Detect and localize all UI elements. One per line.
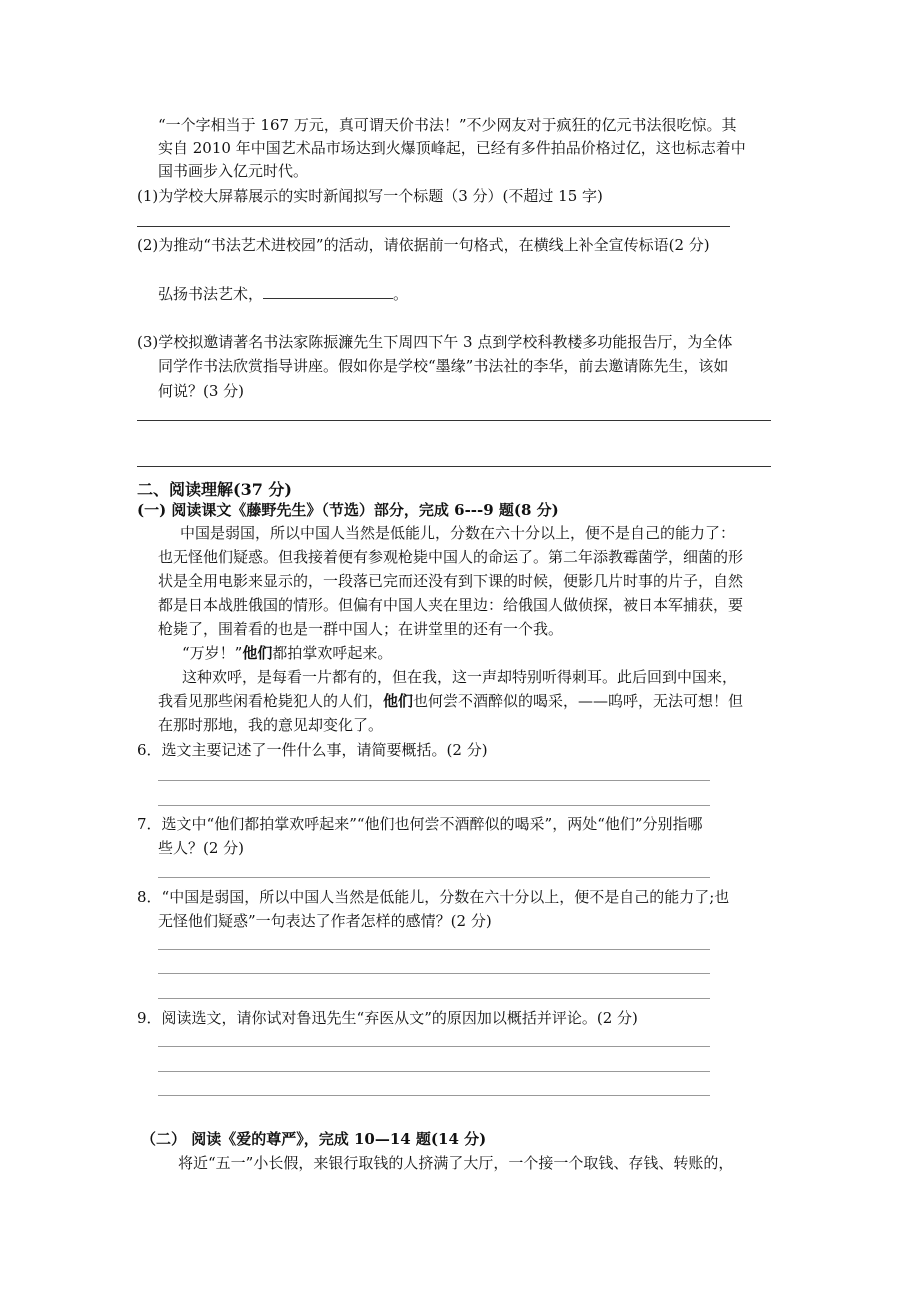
question-7-line-2: 些人？(2 分) <box>158 839 245 857</box>
answer-line-q8-b[interactable] <box>158 973 710 974</box>
intro-line-3: 国书画步入亿元时代。 <box>158 162 309 180</box>
passage-p3-l3: 在那时那地，我的意见却变化了。 <box>158 716 384 734</box>
question-1: (1)为学校大屏幕展示的实时新闻拟写一个标题（3 分）(不超过 15 字) <box>137 187 603 205</box>
answer-line-q3-a[interactable] <box>137 420 771 421</box>
answer-line-q9-c[interactable] <box>158 1095 710 1096</box>
passage-p3-l2a: 我看见那些闲看枪毙犯人的人们， <box>158 692 384 710</box>
passage-p3-l1: 这种欢呼，是每看一片都有的，但在我，这一声却特别听得刺耳。此后回到中国来， <box>182 668 738 686</box>
part-2-title: （二） 阅读《爱的尊严》，完成 10—14 题(14 分) <box>141 1130 487 1148</box>
slogan-suffix: 。 <box>393 285 409 303</box>
question-2: (2)为推动“书法艺术进校园”的活动，请依据前一句格式，在横线上补全宣传标语(2 分) <box>137 236 710 254</box>
answer-line-q1[interactable] <box>137 226 730 227</box>
answer-line-q8-a[interactable] <box>158 949 710 950</box>
question-3-line-3: 何说？(3 分) <box>158 382 245 400</box>
question-8-line-1: 8．“中国是弱国，所以中国人当然是低能儿，分数在六十分以上，便不是自己的能力了;也 <box>137 888 730 906</box>
passage-p3-l2b: 他们 <box>383 692 414 710</box>
question-7-line-1: 7．选文中“他们都拍掌欢呼起来”“他们也何尝不酒醉似的喝采”，两处“他们”分别指哪 <box>137 815 703 833</box>
answer-line-q9-a[interactable] <box>158 1046 710 1047</box>
part-2-first-line: 将近“五一”小长假，来银行取钱的人挤满了大厅，一个接一个取钱、存钱、转账的， <box>178 1154 734 1172</box>
passage-p1-l2: 也无怪他们疑惑。但我接着便有参观枪毙中国人的命运了。第二年添教霉菌学，细菌的形 <box>158 548 744 566</box>
answer-line-q7[interactable] <box>158 877 710 878</box>
part-1-title: (一) 阅读课文《藤野先生》（节选）部分，完成 6---9 题(8 分) <box>137 501 559 519</box>
passage-p2-a: “万岁！” <box>182 644 243 662</box>
passage-p2 <box>182 642 392 665</box>
intro-line-2: 实自 2010 年中国艺术品市场达到火爆顶峰起，已经有多件拍品价格过亿，这也标志着中 <box>158 139 746 157</box>
answer-line-q6-a[interactable] <box>158 780 710 781</box>
question-8-line-2: 无怪他们疑惑”一句表达了作者怎样的感情？(2 分) <box>158 912 492 930</box>
passage-p1-l1: 中国是弱国，所以中国人当然是低能儿，分数在六十分以上，便不是自己的能力了： <box>180 524 736 542</box>
passage-p1-l3: 状是全用电影来显示的，一段落已完而还没有到下课的时候，便影几片时事的片子，自然 <box>158 572 744 590</box>
section-2-title: 二、阅读理解(37 分) <box>137 480 292 499</box>
slogan-fill <box>158 283 408 306</box>
passage-p2-c: 都拍掌欢呼起来。 <box>272 644 393 662</box>
passage-p3-l2c: 也何尝不酒醉似的喝采，——呜呼，无法可想！但 <box>413 692 744 710</box>
question-3-line-2: 同学作书法欣赏指导讲座。假如你是学校“墨缘”书法社的李华，前去邀请陈先生，该如 <box>158 357 729 375</box>
passage-p2-b: 他们 <box>242 644 273 662</box>
question-6: 6．选文主要记述了一件什么事，请简要概括。(2 分) <box>137 741 488 759</box>
answer-line-q3-b[interactable] <box>137 466 771 467</box>
answer-line-q6-b[interactable] <box>158 805 710 806</box>
slogan-prefix: 弘扬书法艺术， <box>158 285 264 303</box>
answer-line-q9-b[interactable] <box>158 1071 710 1072</box>
slogan-blank[interactable] <box>263 284 393 299</box>
passage-p3-l2 <box>158 690 743 713</box>
passage-p1-l4: 都是日本战胜俄国的情形。但偏有中国人夹在里边：给俄国人做侦探，被日本军捕获，要 <box>158 596 744 614</box>
passage-p1-l5: 枪毙了，围着看的也是一群中国人；在讲堂里的还有一个我。 <box>158 620 564 638</box>
intro-line-1: “一个字相当于 167 万元，真可谓天价书法！”不少网友对于疯狂的亿元书法很吃惊。其 <box>158 116 737 134</box>
question-3-line-1: (3)学校拟邀请著名书法家陈振濂先生下周四下午 3 点到学校科教楼多功能报告厅，为全体 <box>137 333 733 351</box>
answer-line-q8-c[interactable] <box>158 998 710 999</box>
question-9: 9．阅读选文，请你试对鲁迅先生“弃医从文”的原因加以概括并评论。(2 分) <box>137 1009 638 1027</box>
